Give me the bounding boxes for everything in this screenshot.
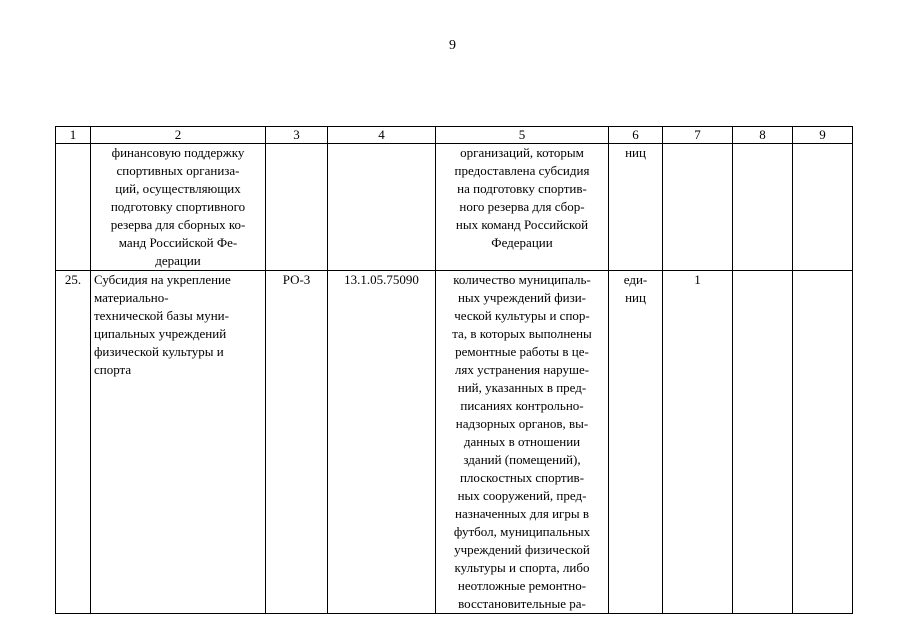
unit-cell: еди- ниц	[609, 271, 663, 614]
indicator-name-cell: организаций, которым предоставлена субсидия на подготовку спортив- ного резерва для сбор- ных команд Российской Федерации	[436, 144, 609, 271]
column-header-3: 3	[266, 127, 328, 144]
value-cell	[793, 271, 853, 614]
column-header-8: 8	[733, 127, 793, 144]
column-header-1: 1	[56, 127, 91, 144]
value-cell: 1	[663, 271, 733, 614]
budget-classification-cell: 13.1.05.75090	[328, 271, 436, 614]
indicator-name-cell: количество муниципаль- ных учреждений физи- ческой культуры и спор- та, в которых выполнены ремонтные работы в це- лях устранения наруше- ний, указанных в пред- писаниях контрольно- надзорных органов, вы- данных в отношении зданий (помещений), плоскостных спортив- ных сооружений, пред- назначенных для игры в футбол, муниципальных учреждений физической культуры и спорта, либо неотложные ремонтно- восстановительные ра-	[436, 271, 609, 614]
value-cell	[733, 144, 793, 271]
value-cell	[663, 144, 733, 271]
column-header-7: 7	[663, 127, 733, 144]
code-cell: РО-3	[266, 271, 328, 614]
table-row	[56, 144, 853, 271]
column-header-2: 2	[91, 127, 266, 144]
indicator-table	[55, 126, 853, 614]
unit-cell: ниц	[609, 144, 663, 271]
budget-classification-cell	[328, 144, 436, 271]
page-number: 9	[449, 38, 456, 53]
column-header-4: 4	[328, 127, 436, 144]
column-header-9: 9	[793, 127, 853, 144]
value-cell	[733, 271, 793, 614]
column-header-5: 5	[436, 127, 609, 144]
code-cell	[266, 144, 328, 271]
value-cell	[793, 144, 853, 271]
table-header-row	[56, 127, 853, 144]
row-number-cell	[56, 144, 91, 271]
measure-name-cell: финансовую поддержку спортивных организа- ций, осуществляющих подготовку спортивного резерва для сборных ко- манд Российской Фе- дерации	[91, 144, 266, 271]
table-row	[56, 271, 853, 614]
column-header-6: 6	[609, 127, 663, 144]
measure-name-cell: Субсидия на укрепление материально- технической базы муни- ципальных учреждений физической культуры и спорта	[91, 271, 266, 614]
row-number-cell: 25.	[56, 271, 91, 614]
